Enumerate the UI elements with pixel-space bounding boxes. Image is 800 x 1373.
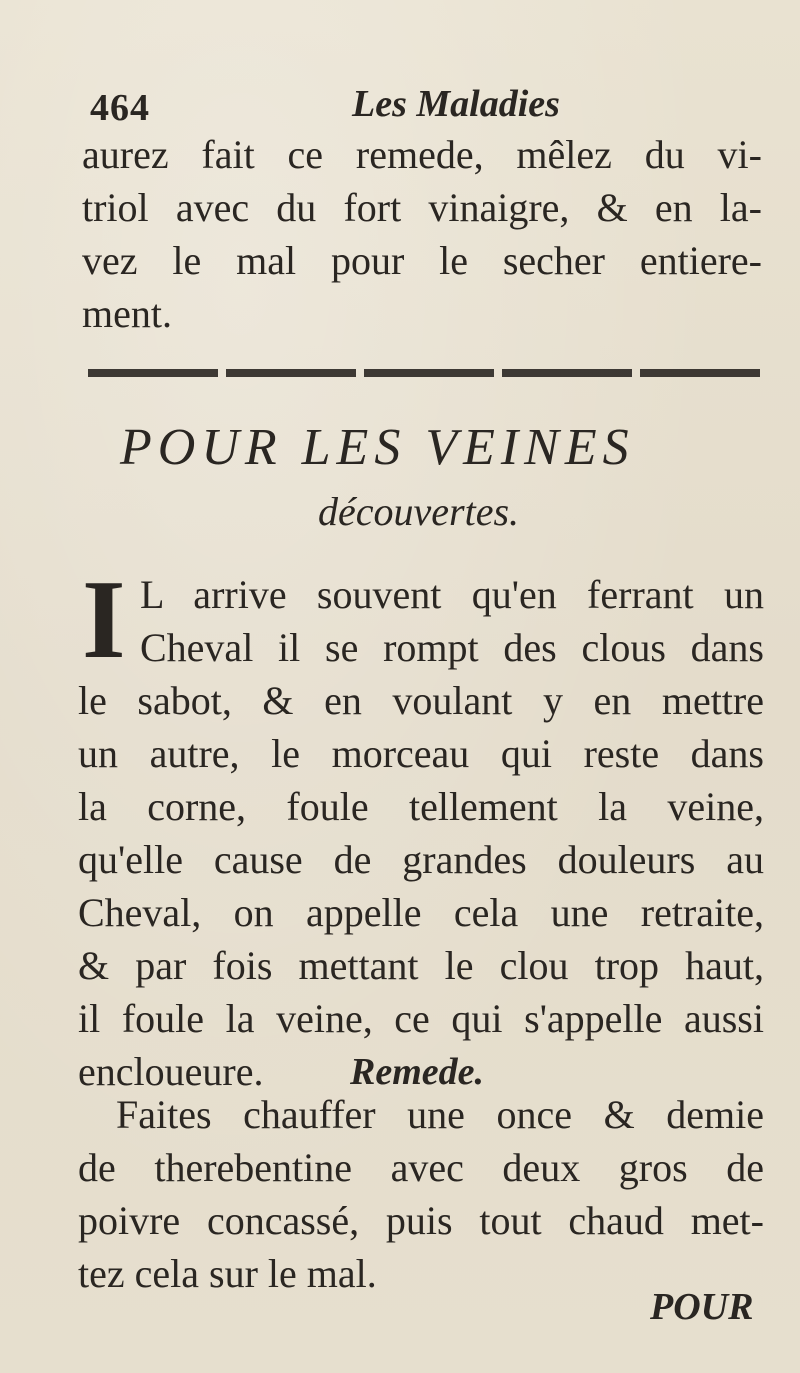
page-number: 464 [90,87,150,129]
text-line: encloueure. [78,1049,264,1094]
running-title: Les Maladies [352,83,560,125]
text-line: un autre, le morceau qui reste dans [78,731,764,776]
text-line: poivre concassé, puis tout chaud met- [78,1198,764,1243]
text-line: Faites chauffer une once & demie [116,1092,764,1137]
text-line: tez cela sur le mal. [78,1251,377,1296]
paragraph-main [78,558,764,1098]
text-line: L arrive souvent qu'en ferrant un [140,572,764,617]
section-title: POUR LES VEINES [120,419,635,476]
text-line: la corne, foule tellement la veine, [78,784,764,829]
catchword: POUR [650,1286,754,1328]
page-header [90,78,760,128]
text-line: Cheval il se rompt des clous dans [140,625,764,670]
text-line: & par fois mettant le clou trop haut, [78,943,764,988]
text-line: qu'elle cause de grandes douleurs au [78,837,764,882]
text-line: de therebentine avec deux gros de [78,1145,764,1190]
paragraph-continuation [82,128,762,340]
text-line: le sabot, & en voulant y en mettre [78,678,764,723]
text-line: vez le mal pour le secher entiere- [82,238,762,283]
text-line: ment. [82,291,172,336]
drop-cap: I [82,558,126,682]
remedy-heading: Remede. [350,1051,485,1093]
text-line: Cheval, on appelle cela une retraite, [78,890,764,935]
decorative-rule [88,369,760,377]
text-line: aurez fait ce remede, mêlez du vi- [82,132,762,177]
text-line: triol avec du fort vinaigre, & en la- [82,185,762,230]
section-subtitle: découvertes. [318,489,520,534]
text-line: il foule la veine, ce qui s'appelle aussi [78,996,764,1041]
paragraph-remedy [78,1088,764,1300]
